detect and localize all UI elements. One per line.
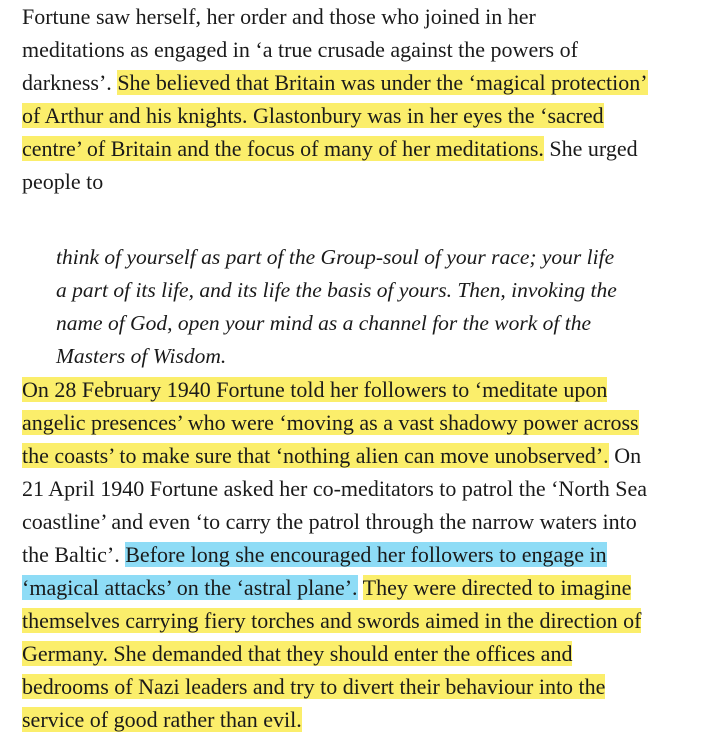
text-segment: On <box>608 443 642 468</box>
text-line: meditations as engaged in ‘a true crusade against the powers of <box>22 37 578 62</box>
paragraph-2 <box>22 373 702 736</box>
block-quote <box>56 241 696 373</box>
text-line <box>22 604 702 637</box>
yellow-highlight: bedrooms of Nazi leaders and try to divert their behaviour into the <box>22 674 606 699</box>
paragraph-1 <box>22 0 702 198</box>
yellow-highlight: the coasts’ to make sure that ‘nothing alien can move unobserved’. <box>22 443 609 468</box>
text-line <box>22 538 702 571</box>
yellow-highlight: angelic presences’ who were ‘moving as a vast shadowy power across <box>22 410 639 435</box>
quote-line: name of God, open your mind as a channel for the work of the <box>56 310 592 335</box>
yellow-highlight: service of good rather than evil. <box>22 707 302 732</box>
text-line <box>22 132 702 165</box>
text-line <box>22 439 702 472</box>
text-line: Fortune saw herself, her order and those who joined in her <box>22 4 536 29</box>
text-line: people to <box>22 169 104 194</box>
quote-line: a part of its life, and its life the basis of yours. Then, invoking the <box>56 277 617 302</box>
text-line <box>22 637 702 670</box>
yellow-highlight: On 28 February 1940 Fortune told her followers to ‘meditate upon <box>22 377 608 402</box>
quote-line: Masters of Wisdom. <box>56 343 227 368</box>
yellow-highlight: Germany. She demanded that they should enter the offices and <box>22 641 573 666</box>
yellow-highlight: They were directed to imagine <box>362 575 632 600</box>
yellow-highlight: She believed that Britain was under the ‘magical protection’ <box>117 70 648 95</box>
quote-line: think of yourself as part of the Group-soul of your race; your life <box>56 244 615 269</box>
blue-highlight: Before long she encouraged her followers to engage in <box>125 542 607 567</box>
yellow-highlight: themselves carrying fiery torches and swords aimed in the direction of <box>22 608 642 633</box>
yellow-highlight: of Arthur and his knights. Glastonbury was in her eyes the ‘sacred <box>22 103 604 128</box>
text-line <box>22 670 702 703</box>
text-line <box>22 66 702 99</box>
text-segment: the Baltic’. <box>22 542 126 567</box>
text-line <box>22 571 702 604</box>
text-line <box>22 703 702 736</box>
yellow-highlight: centre’ of Britain and the focus of many of her meditations. <box>22 136 544 161</box>
blue-highlight: ‘magical attacks’ on the ‘astral plane’. <box>22 575 358 600</box>
text-line: 21 April 1940 Fortune asked her co-meditators to patrol the ‘North Sea <box>22 476 648 501</box>
text-line <box>22 406 702 439</box>
text-line <box>22 99 702 132</box>
text-segment: She urged <box>543 136 638 161</box>
text-segment: darkness’. <box>22 70 118 95</box>
text-segment <box>358 575 363 600</box>
text-line: coastline’ and even ‘to carry the patrol through the narrow waters into <box>22 509 637 534</box>
text-line <box>22 373 702 406</box>
